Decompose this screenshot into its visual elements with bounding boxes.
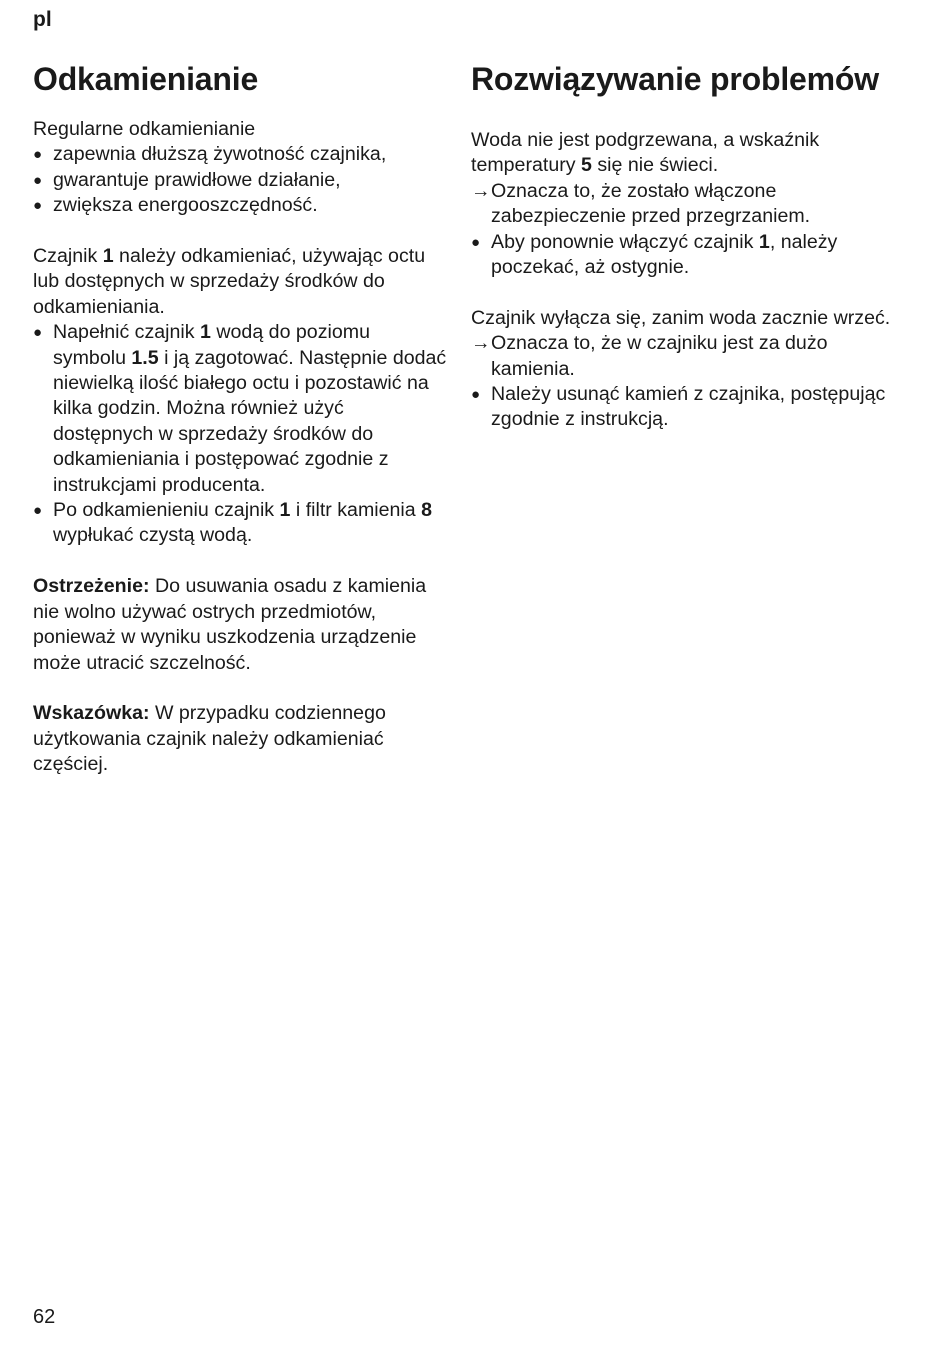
text: wypłukać czystą wodą.	[53, 524, 253, 547]
problem-1-fix-list	[471, 230, 891, 281]
text: się nie świeci.	[591, 154, 719, 177]
text: Napełnić czajnik	[53, 321, 201, 344]
problem-2: Czajnik wyłącza się, zanim woda zacznie wrzeć.	[471, 306, 891, 329]
warning-text: Do usuwania osadu z kamienia nie wolno używać ostrych przedmiotów, ponieważ w wyniku uszkodzenia urządzenie może utracić szczelność.	[33, 575, 427, 674]
problem-2-fix-list	[471, 382, 891, 433]
descaling-intro: Regularne odkamienianie	[33, 118, 256, 140]
part-number: 5	[581, 154, 592, 177]
tip-paragraph	[33, 701, 448, 777]
language-code: pl	[33, 8, 52, 31]
text: Czajnik	[33, 245, 103, 268]
text: wodą do poziomu symbolu	[53, 321, 370, 369]
descaling-steps	[33, 320, 448, 549]
text: Aby ponownie włączyć czajnik	[491, 230, 759, 253]
text: Należy usunąć kamień z czajnika, postępując zgodnie z instrukcją.	[491, 383, 886, 431]
bullet-icon: ●	[33, 502, 43, 520]
list-item-text: zwiększa energooszczędność.	[53, 194, 318, 217]
warning-paragraph	[33, 574, 448, 676]
text: Woda nie jest podgrzewana, a wskaźnik temperatury	[471, 129, 820, 177]
warning-label: Ostrzeżenie:	[33, 575, 150, 598]
bullet-icon: ●	[33, 146, 43, 164]
list-item-text: zapewnia dłuższą żywotność czajnika,	[53, 143, 387, 166]
list-item	[471, 382, 891, 433]
text: należy odkamieniać, używając octu lub dostępnych w sprzedaży środków do odkamieniania.	[33, 245, 426, 318]
text: Oznacza to, że zostało włączone zabezpieczenie przed przegrzaniem.	[491, 179, 811, 228]
arrow-right-icon: →	[471, 179, 491, 202]
list-item	[471, 230, 891, 281]
list-item-text: gwarantuje prawidłowe działanie,	[53, 168, 341, 191]
page-number: 62	[33, 1306, 56, 1328]
part-number: 1	[758, 230, 770, 253]
part-number: 1	[200, 321, 211, 344]
bullet-icon: ●	[33, 171, 43, 189]
text: Po odkamienieniu czajnik	[53, 499, 280, 522]
bullet-icon: ●	[471, 233, 481, 251]
tip-text: W przypadku codziennego użytkowania czajnik należy odkamieniać częściej.	[33, 702, 386, 776]
part-number: 8	[421, 499, 433, 522]
list-item	[33, 168, 448, 193]
benefits-list	[33, 142, 448, 218]
troubleshooting-section	[471, 60, 891, 433]
level-symbol: 1.5	[131, 346, 159, 369]
descaling-title: Odkamienianie	[33, 61, 259, 97]
problem-1-cause	[471, 179, 891, 230]
list-item	[33, 142, 448, 167]
tip-label: Wskazówka:	[33, 702, 150, 725]
arrow-right-icon: →	[471, 332, 491, 355]
troubleshooting-title: Rozwiązywanie problemów	[471, 61, 879, 97]
problem-1	[471, 128, 891, 179]
bullet-icon: ●	[471, 386, 481, 404]
bullet-icon: ●	[33, 324, 43, 342]
text: i filtr kamienia	[290, 499, 422, 522]
bullet-icon: ●	[33, 197, 43, 215]
list-item	[33, 498, 448, 549]
descaling-section	[33, 60, 448, 778]
part-number: 1	[279, 499, 291, 522]
problem-2-cause	[471, 331, 891, 382]
text: , należy poczekać, aż ostygnie.	[491, 230, 838, 279]
text: i ją zagotować. Następnie dodać niewielką ilość białego octu i pozostawić na kilka godzin. Można również użyć dostępnych w sprzedaży środków do odkamieniania i postępować zgodnie z instrukcjami producenta.	[53, 346, 447, 496]
part-number: 1	[102, 245, 114, 268]
descaling-method-paragraph	[33, 244, 448, 320]
list-item	[33, 320, 448, 498]
list-item	[33, 193, 448, 218]
text: Oznacza to, że w czajniku jest za dużo kamienia.	[491, 332, 828, 380]
